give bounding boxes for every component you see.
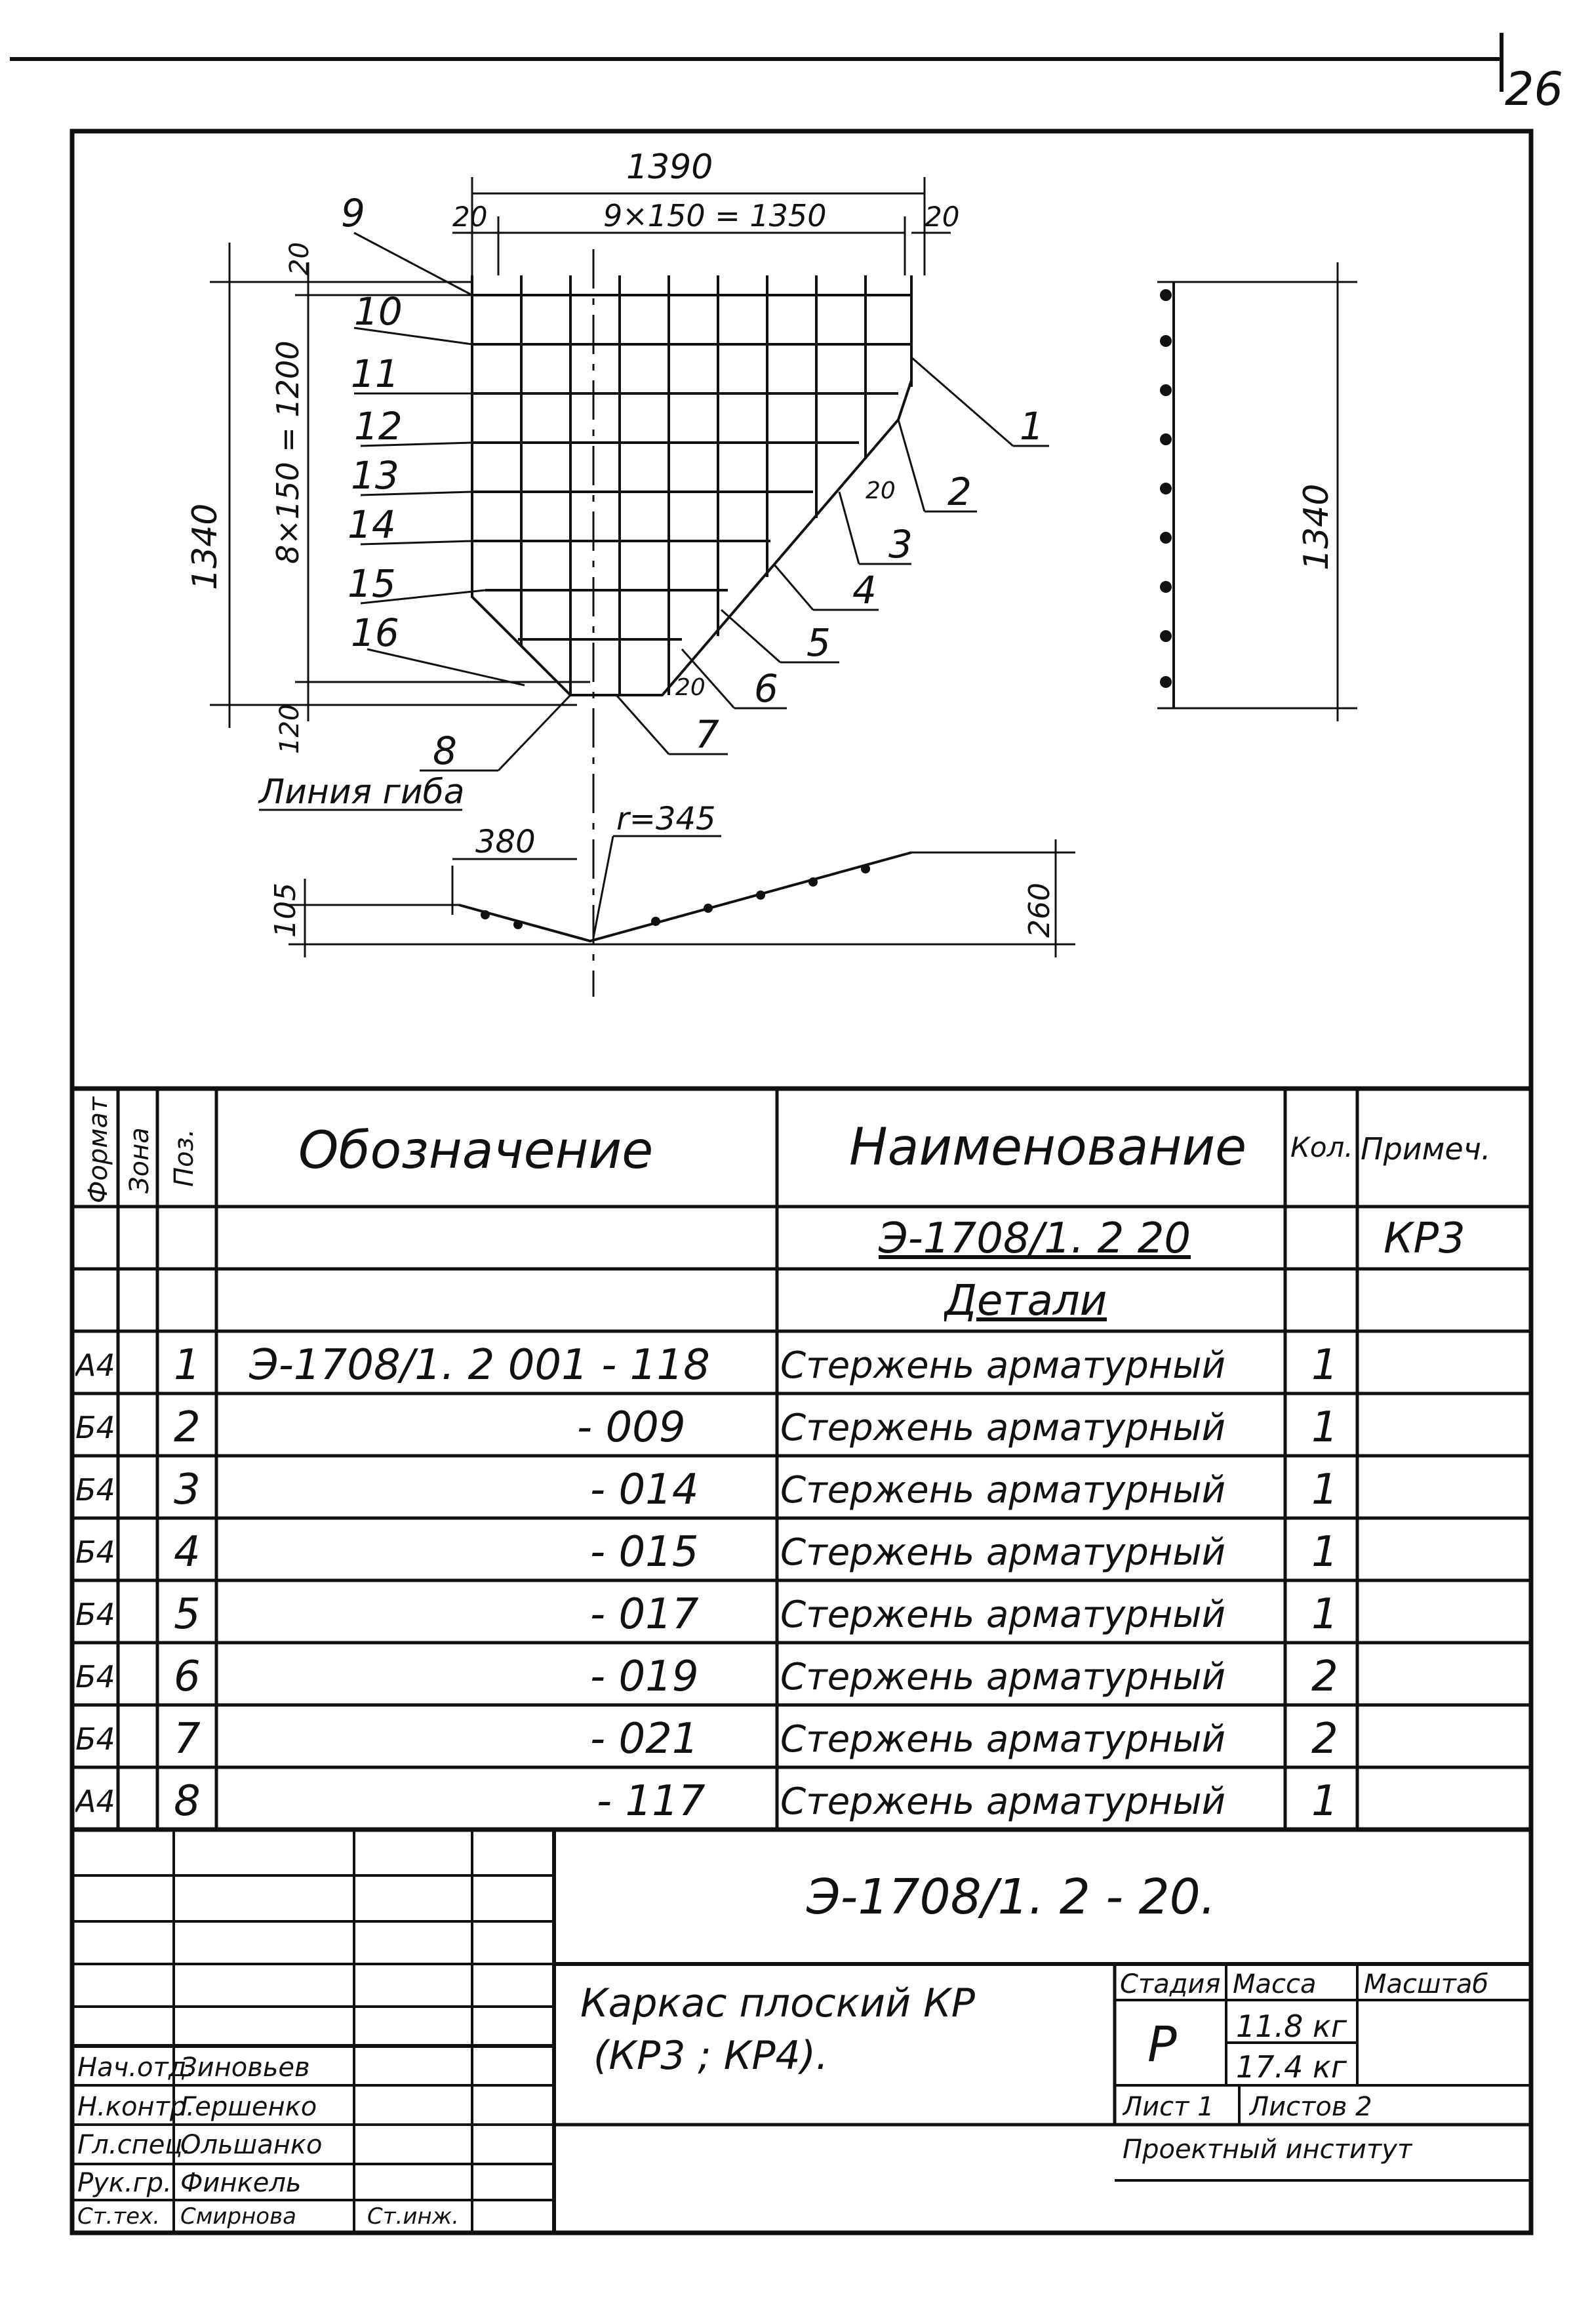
header-designation: Обозначение (298, 1121, 654, 1180)
dim-grid-width: 9×150 = 1350 (603, 198, 827, 233)
header-note: Примеч. (1361, 1131, 1491, 1167)
pos-label-8: 8 (433, 729, 457, 773)
row-qty: 1 (1311, 1466, 1338, 1514)
row-designation: - 017 (590, 1590, 699, 1639)
pos-label-6: 6 (754, 666, 778, 711)
row-pos: 2 (174, 1403, 201, 1452)
dim-chamfer-2: 20 (675, 674, 706, 701)
row-qty: 2 (1311, 1653, 1338, 1701)
pos-label-9: 9 (341, 191, 365, 235)
header-name: Наименование (849, 1118, 1247, 1177)
org-name: Проектный институт (1123, 2134, 1413, 2165)
row-name: Стержень арматурный (780, 1593, 1225, 1636)
stage-label: Стадия (1120, 1969, 1221, 1999)
row-format: Б4 (75, 1410, 115, 1445)
row-qty: 1 (1311, 1528, 1338, 1576)
pos-label-3: 3 (888, 522, 913, 567)
row-format: Б4 (75, 1659, 115, 1694)
title-line-1: Каркас плоский КР (580, 1980, 975, 2026)
doc-code: Э-1708/1. 2 - 20. (806, 1869, 1216, 1925)
pos-label-7: 7 (695, 712, 719, 757)
sheets-label: Листов 2 (1249, 2092, 1372, 2122)
row-pos: 8 (174, 1777, 201, 1826)
bend-detail (289, 836, 1075, 957)
row-name: Стержень арматурный (780, 1780, 1225, 1823)
dim-edge-left: 20 (452, 201, 488, 233)
pos-label-13: 13 (351, 453, 399, 498)
mesh-plan (472, 249, 911, 997)
row-qty: 1 (1311, 1341, 1338, 1390)
sign-role: Нач.отд. (77, 2053, 195, 2083)
sign-role: Рук.гр. (77, 2168, 172, 2198)
row-name: Стержень арматурный (780, 1656, 1225, 1698)
dim-edge-bottom: 120 (275, 704, 305, 754)
header-format: Формат (83, 1096, 113, 1203)
pos-label-1: 1 (1020, 404, 1044, 449)
sign-role: Гл.спец. (77, 2130, 191, 2160)
header-qty: Кол. (1290, 1131, 1353, 1163)
row-format: Б4 (75, 1597, 115, 1632)
pos-label-2: 2 (947, 470, 972, 514)
row-qty: 1 (1311, 1590, 1338, 1639)
title-line-2: (КР3 ; КР4). (593, 2033, 829, 2079)
dim-grid-height: 8×150 = 1200 (270, 340, 306, 564)
dim-bend-radius: r=345 (616, 801, 716, 837)
row-name: Стержень арматурный (780, 1718, 1225, 1761)
dim-side-height: 1340 (1297, 483, 1336, 571)
row-designation: - 015 (590, 1528, 699, 1576)
header-pos: Поз. (169, 1129, 199, 1187)
row-pos: 3 (174, 1466, 201, 1514)
pos-label-10: 10 (354, 289, 403, 334)
sign-role: Н.контр. (77, 2092, 195, 2122)
row-designation: Э-1708/1. 2 001 - 118 (249, 1341, 710, 1390)
row-format: Б4 (75, 1721, 115, 1757)
dim-edge-top: 20 (285, 242, 315, 275)
pos-label-15: 15 (348, 561, 396, 606)
dim-chamfer-1: 20 (866, 477, 896, 504)
row-format: Б4 (75, 1534, 115, 1570)
section-title: Детали (944, 1277, 1107, 1325)
row-pos: 6 (174, 1653, 201, 1701)
sign-name: Зиновьев (180, 2053, 310, 2083)
row-pos: 1 (174, 1341, 201, 1390)
pos-label-16: 16 (351, 611, 399, 655)
row-format: Б4 (75, 1472, 115, 1508)
dim-overall-height: 1340 (186, 503, 225, 590)
row-designation: - 117 (597, 1777, 706, 1826)
row-pos: 4 (174, 1528, 201, 1576)
row-format: А4 (75, 1784, 115, 1819)
row-format: А4 (75, 1348, 115, 1383)
dim-edge-right: 20 (925, 201, 960, 233)
dim-bend-offset: 380 (475, 824, 536, 860)
row-name: Стержень арматурный (780, 1344, 1225, 1387)
sign-role: Ст.тех. (77, 2203, 161, 2230)
pos-label-11: 11 (351, 351, 399, 396)
sign-name: Смирнова (180, 2203, 296, 2230)
sign-name: Финкель (180, 2168, 302, 2198)
mass-value-1: 11.8 кг (1236, 2009, 1347, 2044)
row-name: Стержень арматурный (780, 1407, 1225, 1449)
row-designation: - 009 (577, 1403, 686, 1452)
pos-label-12: 12 (354, 404, 403, 449)
mass-label: Масса (1233, 1969, 1317, 1999)
row-pos: 5 (174, 1590, 201, 1639)
scale-label: Масштаб (1364, 1969, 1489, 1999)
mass-value-2: 17.4 кг (1236, 2049, 1347, 2085)
note-ref: КР3 (1384, 1214, 1465, 1263)
row-designation: - 021 (590, 1715, 699, 1763)
dim-bend-left: 105 (269, 883, 302, 938)
pos-label-4: 4 (852, 568, 877, 612)
row-designation: - 019 (590, 1653, 699, 1701)
dim-overall-width: 1390 (626, 148, 713, 187)
row-name: Стержень арматурный (780, 1531, 1225, 1574)
sign-name: Ольшанко (180, 2130, 323, 2160)
sign-name: Гершенко (180, 2092, 317, 2122)
pos-label-14: 14 (348, 502, 396, 547)
sheet-label: Лист 1 (1123, 2092, 1214, 2122)
row-qty: 1 (1311, 1403, 1338, 1452)
stage-value: Р (1147, 2016, 1177, 2073)
header-zone: Зона (125, 1127, 155, 1193)
row-pos: 7 (174, 1715, 201, 1763)
row-qty: 1 (1311, 1777, 1338, 1826)
dim-bend-right: 260 (1023, 883, 1056, 938)
sheet-number: 26 (1505, 62, 1564, 116)
sign-role: Ст.инж. (367, 2203, 460, 2230)
row-designation: - 014 (590, 1466, 699, 1514)
pos-label-5: 5 (806, 620, 831, 665)
row-qty: 2 (1311, 1715, 1338, 1763)
row-name: Стержень арматурный (780, 1469, 1225, 1512)
doc-ref: Э-1708/1. 2 20 (879, 1214, 1191, 1263)
bend-line-label: Линия гиба (259, 772, 465, 812)
